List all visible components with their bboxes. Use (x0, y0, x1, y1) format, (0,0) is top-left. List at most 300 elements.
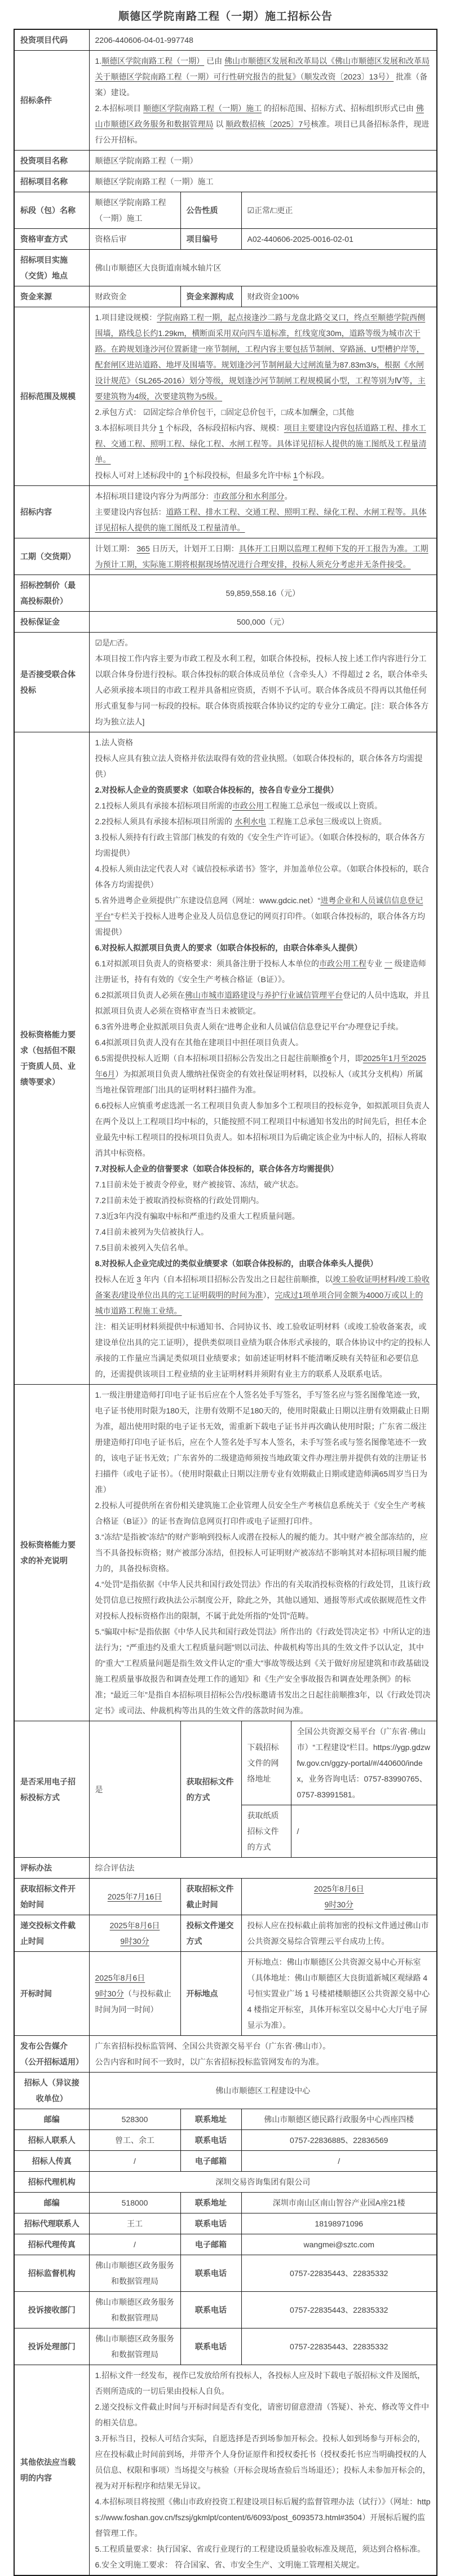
text-segment: 3.本招标项目共分 (95, 423, 160, 432)
text-segment: 个月，即 (331, 1054, 363, 1063)
row-announcement-media (14, 2036, 437, 2073)
text-segment: 500,000（元） (236, 617, 289, 626)
text-segment: 1.项目建设规模： (95, 313, 157, 322)
bid-opening-time-value (89, 1952, 180, 2036)
text-segment: / (297, 1827, 299, 1836)
row-supervision-authority (14, 2255, 437, 2292)
text-segment: 6.2拟派项目负责人必须在 (95, 991, 185, 1000)
row-tenderer-contact (14, 2130, 437, 2151)
evaluation-method-value (89, 1858, 437, 1879)
agency-postcode-label (14, 2193, 89, 2213)
text-segment: 2.对投标人企业的资质要求（如联合体投标的，按各自专业分工提供） (95, 785, 339, 794)
announcement-media-value (89, 2036, 437, 2073)
doc-obtain-start-label (14, 1879, 89, 1915)
text-segment: 2025年8月6日 (109, 1921, 160, 1930)
tenderer-postcode-label (14, 2109, 89, 2130)
text-segment: 公告内容和时间不一致时，以广东省招标投标监管网发布的为准。 (95, 2057, 324, 2066)
text-segment: 评标办法 (20, 1863, 52, 1872)
bidder-qualification-requirements-label (14, 732, 89, 1385)
row-tender-conditions (14, 51, 437, 151)
text-segment: 广东省招标投标监管网、全国公共资源交易平台（广东省·佛山市）。 (95, 2042, 331, 2051)
text-segment: 顺德区学院南路工程（一期） (95, 156, 198, 165)
text-segment: 5.“骗取中标”是指依据《中华人民共和国行政处罚法》所作出的《行政处罚决定书》中所认定的违法行为；“严重违约及重大工程质量问题”则以司法、仲裁机构等出具的生效文件予以认定，其中的“重大”工程质量问题是指生效文件认定的“重大”事故等级达到《关于做好房屋建筑和市政基础设施工程质量事故报告和调查处理工作的通知》和《生产安全事故报告和调查处理条例》的标准；“最近三年”是指自本招标项目招标公告/投标邀请书发出之日起往前顺推3年，以《行政处罚决定书》或司法、仲裁机构等出具的生效文件的落款时间为准。 (95, 1627, 431, 1715)
text-segment: 财政资金100% (247, 292, 299, 301)
text-segment: 4.本招标项目将按照《佛山市政府投资工程建设项目标后履约监督管理办法（试行）》（网址：https://www.foshan.gov.cn/fszsj/gkmlpt/content/6/6093/post_6093573.html#3504）开展标后履约监督管理工作。 (95, 2497, 431, 2538)
text-segment: 2025年7月16日 (107, 1892, 162, 1901)
text-segment: 招标监督机构 (28, 2269, 76, 2278)
evaluation-method-label (14, 1858, 89, 1879)
text-segment: 本项目按工作内容主要为市政工程及水利工程，如联合体投标，投标人按上述工作内容进行分工以联合体身份进行投标。联合体投标的联合体成员单位（含牵头人）不得超过 2 名，联合体牵头人必须承接本项目的市政工程并具备相应资质，否则不予认可。联合体各成员不得再以其他任何形式重复参与同一标段的投标。联合体资质按联合体协议约定的专业分工确定。[注：联合体各方均为独立法人] (95, 654, 429, 726)
tenderer-contact-value (89, 2130, 180, 2151)
tender-project-name-value (89, 171, 437, 192)
construction-period-value (89, 538, 437, 575)
row-qualification-supplementary-notes (14, 1385, 437, 1721)
text-segment: 5.工程质量要求：执行国家、省或行业现行的工程建设质量验收标准及规范，须达到合格标准。 (95, 2544, 426, 2553)
text-segment: / (134, 2240, 136, 2249)
tender-project-name-label (14, 171, 89, 192)
text-segment: 4.投标人须由法定代表人对《诚信投标承诺书》签字，并加盖单位公章。（如联合体投标的，联合体各方均需提供） (95, 864, 430, 889)
text-segment: 顺德区学院南路工程（一期）施工 (95, 198, 166, 223)
text-segment: 6 (326, 1054, 331, 1063)
consortium-bidding-value (89, 633, 437, 732)
row-tender-project-name (14, 171, 437, 192)
agency-address-label (180, 2193, 241, 2213)
text-segment: 佛山市顺德区政务服务和数据管理局 (95, 2261, 174, 2286)
complaint-receiving-phone-value (241, 2292, 437, 2328)
text-segment: 开标地点：佛山市顺德区公共资源交易中心开标室（具体地址：佛山市顺德区大良街道新城区观绿路 4 号恒实置业广场 1 号楼裙楼顺德区公共资源交易中心 4 楼指定开标室，具体开标室以交易中心大厅电子屏显示为准）。 (247, 1958, 430, 2030)
text-segment: 是 (95, 1784, 103, 1794)
row-doc-obtain-time (14, 1879, 437, 1915)
text-segment: 1 (159, 423, 163, 432)
agency-value (89, 2172, 437, 2193)
project-number-value (241, 229, 437, 250)
tenderer-contact-label (14, 2130, 89, 2151)
tender-scope-scale-value (89, 307, 437, 486)
text-segment: 3.“冻结”是指被“冻结”的财产影响到投标人或潜在投标人的履约能力。其中财产被全部冻结的，应当不具备投标资格；财产被部分冻结，但投标人可证明财产被冻结不影响其对本招标项目履约能力的，具备投标资格。 (95, 1532, 428, 1573)
text-segment: 一 (384, 959, 392, 968)
text-segment: 投资项目代码 (20, 36, 68, 45)
text-segment: 投诉接收部门 (28, 2305, 76, 2314)
text-segment: 2.递交投标文件截止时间与开标时间是否有变化，请密切留意澄清（答疑）、补充、修改等文件中的相关信息。 (95, 2402, 430, 2427)
agency-phone-value (241, 2213, 437, 2234)
text-segment: 市政公用 (232, 801, 264, 810)
text-segment: 投诉处理部门 (28, 2342, 76, 2351)
text-segment: 2.2投标人须具有承接本招标项目所需的 (95, 817, 235, 826)
text-segment: 获取招标文件的方式 (186, 1777, 234, 1802)
text-segment: / (134, 2157, 136, 2166)
tenderer-fax-label (14, 2151, 89, 2172)
text-segment: 365 (136, 544, 150, 553)
text-segment: 开标时间 (20, 1989, 52, 1998)
funding-source-value (89, 286, 180, 307)
row-investment-project-code (14, 29, 437, 51)
funding-composition-value (241, 286, 437, 307)
text-segment: 528300 (121, 2115, 148, 2124)
tenderer-email-label (180, 2151, 241, 2172)
text-segment: 5.省外进粤企业须提供广东建设信息网（网址：www.gdcic.net）“ (95, 896, 321, 905)
text-segment: 佛山市城市道路建设与养护行业诚信管理平台 (184, 991, 343, 1000)
text-segment: 具体开工日期以监理工程师下发的开工报告为准。工期为预计工期，实际施工期将根据现场情况进行合理安排，投标人须充分考虑并无条件接受。 (95, 544, 428, 569)
row-construction-period (14, 538, 437, 575)
complaint-receiving-value (89, 2292, 180, 2328)
project-number-label (180, 229, 241, 250)
text-segment: 进粤企业和人员诚信信息登记平台 (95, 896, 423, 921)
electronic-bidding-label (14, 1721, 89, 1858)
text-segment: 7.2目前未处于被取消投标资格的行政处罚期内。 (95, 1196, 264, 1205)
text-segment: ）， (263, 1291, 275, 1300)
investment-project-code-value (89, 29, 437, 51)
text-segment: 联系地址 (195, 2115, 227, 2124)
doc-obtain-deadline-value (241, 1879, 437, 1915)
page-title: 顺德区学院南路工程（一期）施工招标公告 (118, 11, 333, 23)
text-segment: 获取招标文件开始时间 (20, 1884, 76, 1909)
text-segment: 投标资格能力要求（包括但不限于资质人员、业绩等要求） (20, 1030, 76, 1086)
text-segment: 的招标范围、招标方式、招标组织形式已由 (262, 104, 416, 113)
funding-composition-label (180, 286, 241, 307)
text-segment: 招标范围及规模 (20, 392, 76, 401)
tenderer-address-value (241, 2109, 437, 2130)
text-segment: 资金来源构成 (186, 292, 234, 301)
text-segment: 顺德区学院南路工程（一期）施工 (143, 104, 262, 113)
text-segment: 投标人应具有独立法人资格并依法取得有效的营业执照。（如联合体投标的，联合体各方均需提供） (95, 754, 423, 779)
text-segment: 9时30分 (95, 1989, 124, 1998)
row-bid-submission (14, 1915, 437, 1952)
supervision-authority-label (14, 2255, 89, 2292)
text-segment: 是否接受联合体投标 (20, 670, 76, 695)
complaint-handling-value (89, 2328, 180, 2365)
supervision-phone-label (180, 2255, 241, 2292)
bidder-qualification-requirements-value (89, 732, 437, 1385)
text-segment: 电子邮箱 (195, 2157, 227, 2166)
text-segment: 市政部分和水利部分 (213, 492, 285, 501)
section-package-name-label (14, 192, 89, 229)
text-segment: 2.本招标项目 (95, 104, 144, 113)
text-segment: 投标保证金 (20, 617, 60, 626)
row-tenderer-fax (14, 2151, 437, 2172)
tender-conditions-label (14, 51, 89, 151)
text-segment: 投标人在近 (95, 1275, 137, 1284)
doc-obtain-deadline-label (180, 1879, 241, 1915)
agency-contact-label (14, 2213, 89, 2234)
text-segment: 以 (213, 120, 226, 129)
text-segment: 道路工程、排水工程、交通工程、照明工程、绿化工程、水闸工程等。具体详见招标人提供的施工图纸及工程量清单。 (95, 507, 427, 532)
implementation-location-label (14, 250, 89, 286)
text-segment: 招标人传真 (32, 2157, 72, 2166)
text-segment: 7.对投标人企业的信誉要求（如联合体投标的，联合体各方均需提供） (95, 1164, 339, 1173)
tender-content-label (14, 486, 89, 538)
qualification-supplementary-notes-label (14, 1385, 89, 1721)
text-segment: 工程施工总承包一级或以上资质。 (263, 801, 382, 810)
text-segment: 标段（包）名称 (20, 206, 76, 215)
tender-conditions-value (89, 51, 437, 151)
text-segment: 59,859,558.16（元） (226, 589, 300, 598)
text-segment: 完成过1项单项合同金额为4000万或以上的城市道路工程施工业绩。 (95, 1291, 423, 1315)
bid-opening-place-label (180, 1952, 241, 2036)
row-agency-contact (14, 2213, 437, 2234)
text-segment: 核准。项目已具备招标条件，现进行公开招标。 (95, 120, 430, 144)
text-segment: 日历天，计划开工日期： (149, 544, 239, 553)
text-segment: 王工 (127, 2219, 143, 2228)
text-segment: 获取纸质招标文件的方式 (247, 1811, 279, 1852)
text-segment: 2.承包方式： ☑固定综合单价包干，□固定总价包干，□成本加酬金，□其他 (95, 408, 354, 417)
bid-submission-method-value (241, 1915, 437, 1952)
text-segment: 1 (293, 471, 298, 480)
complaint-receiving-label (14, 2292, 89, 2328)
row-complaint-handling (14, 2328, 437, 2365)
text-segment: 518000 (121, 2198, 148, 2207)
agency-email-label (180, 2234, 241, 2255)
row-qualification-review (14, 229, 437, 250)
text-segment: ）为拟派项目负责人缴纳社保资金的有效社保证明材料，以投标人（或其分支机构）所属当地社保管理部门出具的证明材料扫描件为准。 (95, 1070, 423, 1094)
text-segment: 2025年8月6日 (313, 1884, 364, 1893)
text-segment: 0757-22836885、22836569 (290, 2136, 388, 2145)
text-segment: 工期（交货期） (20, 552, 76, 561)
row-bid-bond (14, 612, 437, 633)
text-segment: 顺政数招核〔2025〕7号 (226, 120, 311, 129)
announcement-media-label (14, 2036, 89, 2073)
text-segment: 0757-22835443、22835332 (290, 2305, 388, 2314)
text-segment: 投资项目名称 (20, 156, 68, 165)
text-segment: 注：相关证明材料须提供中标通知书、合同协议书、竣工验收证明材料（或竣工验收备案表，或建设单位出具的完工证明），提供类似项目业绩为联合体形式承接的，联合体协议中约定的投标人承接的工作量应当满足类似项目业绩要求；如前述证明材料不能清晰反映有关特征和必要信息的，还需提供该项目工程业绩的业主证明材料并须附有业主方的联系人及联系电话。 (95, 1322, 431, 1378)
bid-submission-deadline-value (89, 1915, 180, 1952)
text-segment: 7.5目前未被列入失信名单。 (95, 1243, 193, 1252)
announcement-nature-label (180, 192, 241, 229)
text-segment: （与投标截止时间为同一时间） (95, 1989, 171, 2014)
download-documents-url-label (241, 1721, 291, 1805)
agency-phone-label (180, 2213, 241, 2234)
text-segment: 水利水电 (234, 817, 266, 826)
investment-project-name-label (14, 151, 89, 171)
text-segment: 2025年1月至2025年6月 (95, 1054, 426, 1079)
text-segment: 佛山市顺德区工程建设中心 (215, 2086, 311, 2095)
text-segment: 7.1目前未处于被责令停业，财产被接管、冻结，破产状态。 (95, 1180, 303, 1189)
text-segment: 联系电话 (195, 2305, 227, 2314)
electronic-bidding-value (89, 1721, 180, 1858)
text-segment: 联系电话 (195, 2342, 227, 2351)
text-segment: 招标控制价（最高投标限价） (20, 581, 76, 606)
bid-submission-deadline-label (14, 1915, 89, 1952)
text-segment: 已由 (204, 56, 224, 65)
text-segment: 专业 (366, 959, 384, 968)
text-segment: 邮编 (43, 2115, 60, 2124)
text-segment: 开标地点 (186, 1989, 218, 1998)
row-tenderer-postcode (14, 2109, 437, 2130)
text-segment: 招标人联系人 (28, 2136, 76, 2145)
text-segment: 主要建设内容包括： (95, 507, 166, 516)
text-segment: 市政公用工程 (319, 959, 366, 968)
download-documents-url-value (291, 1721, 437, 1805)
text-segment: 1.招标文件一经发布，视作已发放给所有投标人，各投标人应及时下载电子版招标文件及图纸，否则所造成的一切后果由投标人自负。 (95, 2371, 426, 2396)
row-electronic-bidding-1 (14, 1721, 437, 1805)
text-segment: 登记的人员中选取，并且拟派项目负责人必须在资格审查当日未被锁定。 (95, 991, 430, 1015)
text-segment: 学院南路工程一期，起点接逢沙二路与龙盘北路交叉口，终点至顺德学院西侧围墙，路线总长约1.29km，横断面采用双向四车道标准，红线宽度30m，道路等级为城市次干路。在跨规划逢沙河位置新建一座节制闸，工程内容主要包括节制闸、穿路涵、U型槽护岸等，配套闸区进站道路、地坪及围墙等。规划逢沙河节制闸最大过闸流量为87.83m3/s，根据《水闸设计规范》（SL265-2016）划分等级，规划逢沙河节制闸工程规模属小型，工程等别为Ⅳ等，主要建筑物为4级，次要建筑物为5级。 (95, 313, 426, 401)
text-segment: 招标代理机构 (28, 2177, 76, 2186)
consortium-bidding-label (14, 633, 89, 732)
tender-control-price-label (14, 575, 89, 612)
text-segment: 投标人可对上述标段中的 (95, 471, 184, 480)
bid-submission-method-label (180, 1915, 241, 1952)
tenderer-address-label (180, 2109, 241, 2130)
text-segment: 工程施工总承包三级或以上资质。 (266, 817, 387, 826)
bid-bond-label (14, 612, 89, 633)
text-segment: 投标资格能力要求的补充说明 (20, 1540, 76, 1565)
tenderer-fax-value (89, 2151, 180, 2172)
text-segment: 佛山市顺德区政务服务和数据管理局 (95, 2334, 174, 2359)
text-segment: 获取招标文件截止时间 (186, 1884, 234, 1909)
text-segment: 递交投标文件截止时间 (20, 1921, 76, 1946)
text-segment: 4.“处罚”是指依据《中华人民共和国行政处罚法》作出的有关取消投标资格的行政处罚，且该行政处罚信息已按照行政执法公示制度公开，除此之外，其他以通知、通报等形式或依据规范性文件对投标人投标资格作出的限制，不属于此处所指的“处罚”范畴。 (95, 1580, 431, 1620)
tenderer-phone-value (241, 2130, 437, 2151)
row-agency-postcode (14, 2193, 437, 2213)
text-segment: ☑正常/□更正 (247, 206, 293, 215)
text-segment: 招标项目名称 (20, 177, 68, 186)
text-segment: 联系电话 (195, 2136, 227, 2145)
text-segment: 7.3近3年内没有骗取中标和严重违约及重大工程质量问题。 (95, 1212, 300, 1221)
text-segment: 1.法人资格 (95, 738, 134, 747)
text-segment: 6.安全文明施工要求： 符合国家、省、市安全生产、文明施工管理相关规定。 (95, 2560, 365, 2569)
text-segment: 6.5需提供投标人近期（自本招标项目招标公告发出之日起往前顺推 (95, 1054, 327, 1063)
bid-bond-value (89, 612, 437, 633)
text-segment: 佛山市顺德区发展和改革局以《佛山市顺德区发展和改革局关于顺德区学院南路工程（一期）可行性研究报告的批复》（顺发改资〔2023〕13号） (95, 56, 430, 81)
text-segment: 2025年8月6日 (95, 1973, 145, 1982)
other-contents-label (14, 2365, 89, 2576)
row-tenderer (14, 2073, 437, 2109)
text-segment: 联系电话 (195, 2219, 227, 2228)
text-segment: 联系电话 (195, 2269, 227, 2278)
text-segment: 是否采用电子招标投标方式 (20, 1777, 76, 1802)
doc-obtain-start-value (89, 1879, 180, 1915)
text-segment: 0757-22835443、22835332 (290, 2342, 388, 2351)
paper-documents-method-value (291, 1805, 437, 1858)
text-segment: 竣工验收证明材料/竣工验收备案表/建设单位出具的完工证明载明的时间为准 (95, 1275, 430, 1300)
construction-period-label (14, 538, 89, 575)
text-segment: 佛山市顺德区政务服务和数据管理局 (95, 2297, 174, 2322)
text-segment: 3 (136, 1275, 142, 1284)
row-bidder-qualification-requirements (14, 732, 437, 1385)
bid-opening-place-value (241, 1952, 437, 2036)
supervision-phone-value (241, 2255, 437, 2292)
row-complaint-receiving (14, 2292, 437, 2328)
text-segment: 1. (95, 56, 102, 65)
row-tender-control-price (14, 575, 437, 612)
text-segment: 9时30分 (120, 1937, 149, 1946)
document-acquisition-method-label (180, 1721, 241, 1858)
text-segment: wangmei@sztc.com (303, 2240, 374, 2249)
supervision-authority-value (89, 2255, 180, 2292)
text-segment: 佛山市顺德区政务服务和数据管理局 (95, 104, 424, 129)
text-segment: 公告性质 (186, 206, 218, 215)
row-other-contents (14, 2365, 437, 2576)
complaint-receiving-phone-label (180, 2292, 241, 2328)
qualification-review-method-label (14, 229, 89, 250)
text-segment: 招标代理联系人 (24, 2219, 79, 2228)
agency-contact-value (89, 2213, 180, 2234)
text-segment: 曾工、余工 (115, 2136, 154, 2145)
text-segment: ☑是/□否。 (95, 638, 133, 647)
other-contents-value (89, 2365, 437, 2576)
text-segment: 计划工期： (95, 544, 137, 553)
announcement-nature-value (241, 192, 437, 229)
text-segment: 。 (284, 492, 293, 501)
text-segment: 项目主要建设内容包括道路工程、排水工程、交通工程、照明工程、绿化工程、水闸工程等。具体详见招标人提供的施工图纸及工程量清单。 (95, 423, 427, 464)
text-segment: 发布公告媒介（公开招标适用） (20, 2042, 83, 2066)
text-segment: 资格审查方式 (20, 235, 68, 244)
text-segment: 个标段投标，但最多允许中标 (188, 471, 294, 480)
text-segment: 3.开标当日，投标人可结合实际，自愿选择是否到场参加开标会。投标人如到场参与开标会的，应在投标截止时间前到场，并带齐个人身份证原件和授权委托书（授权委托书应当明确授权的人员信息、权限和事项）当场提交与核验（开标会现场查验后当场退还）；投标人未参加开标会的，视为对开标程序和结果无异议。 (95, 2434, 431, 2490)
text-segment: 1 (184, 471, 189, 480)
agency-fax-value (89, 2234, 180, 2255)
tender-announcement-table (14, 29, 437, 2576)
text-segment: 18198971096 (315, 2219, 364, 2228)
text-segment: 7.4目前未被列为失信被执行人。 (95, 1227, 209, 1236)
text-segment: 下载招标文件的网络地址 (247, 1743, 279, 1783)
row-section-package (14, 192, 437, 229)
agency-address-value (241, 2193, 437, 2213)
text-segment: 0757-22835443、22835332 (290, 2269, 388, 2278)
section-package-name-value (89, 192, 180, 229)
investment-project-code-label (14, 29, 89, 51)
paper-documents-method-label (241, 1805, 291, 1858)
complaint-handling-phone-label (180, 2328, 241, 2365)
row-bid-opening (14, 1952, 437, 2036)
text-segment: 招标人（异议接收单位） (24, 2078, 79, 2103)
tender-content-value (89, 486, 437, 538)
tenderer-phone-label (180, 2130, 241, 2151)
row-consortium-bidding (14, 633, 437, 732)
agency-fax-label (14, 2234, 89, 2255)
text-segment: 综合评估法 (95, 1863, 135, 1872)
text-segment: 财政资金 (95, 292, 127, 301)
text-segment: 本招标项目建设内容分为两部分： (95, 492, 214, 501)
tenderer-value (89, 2073, 437, 2109)
tenderer-postcode-value (89, 2109, 180, 2130)
text-segment: 个标段，各标段招标内容、规模： (163, 423, 284, 432)
text-segment: 顺德区学院南路工程（一期） (101, 56, 205, 65)
qualification-supplementary-notes-value (89, 1385, 437, 1721)
text-segment: 投标人应在投标截止前将加密的投标文件通过佛山市公共资源交易综合管理云平台成功上传。 (247, 1921, 429, 1946)
agency-label (14, 2172, 89, 2193)
text-segment: 8.对投标人企业完成过的类似业绩要求（如联合体投标的，由联合体牵头人提供） (95, 1259, 378, 1268)
text-segment: 全国公共资源交易平台（广东省·佛山市）“工程建设”栏目。https://ygp.gdzwfw.gov.cn/ggzy-portal/#/440600/index，业务咨询电话：0757-83990765、0757-83991581。 (297, 1727, 430, 1799)
funding-source-label (14, 286, 89, 307)
text-segment: 深圳市南山区南山智谷产业园A座21楼 (272, 2198, 405, 2207)
text-segment: 邮编 (43, 2198, 60, 2207)
tender-scope-scale-label (14, 307, 89, 486)
text-segment: 6.对投标人拟派项目负责人的要求（如联合体投标的，由联合体牵头人提供） (95, 943, 362, 952)
text-segment: 深圳交易咨询集团有限公司 (215, 2177, 311, 2186)
row-evaluation-method (14, 1858, 437, 1879)
text-segment: 顺德区学院南路工程（一期）施工 (95, 177, 214, 186)
text-segment: 资格后审 (95, 235, 127, 244)
agency-postcode-value (89, 2193, 180, 2213)
text-segment: 6.6投标人应慎重考虑选派一名工程项目负责人参加多个工程项目的投标竞争，如拟派项目负责人在两个及以上工程项目均中标的，只能按照不同工程项目中标通知书发出的时间先后，担任本企业最先中标工程项目的投标项目负责人。如本招标项目为后确定该企业为中标人的，招标人将取消其中标资格。 (95, 1101, 430, 1157)
text-segment: 6.4拟派项目负责人没有在其他在建项目中担任项目负责人。 (95, 1038, 303, 1047)
page (0, 8, 451, 2576)
tender-control-price-value (89, 575, 437, 612)
row-agency (14, 2172, 437, 2193)
text-segment: 2206-440606-04-01-997748 (95, 36, 193, 45)
tender-table-body (14, 29, 437, 2575)
row-tender-content (14, 486, 437, 538)
text-segment: A02-440606-2025-0016-02-01 (247, 235, 353, 244)
bid-opening-time-label (14, 1952, 89, 2036)
text-segment: 招标代理传真 (28, 2240, 76, 2249)
row-agency-fax (14, 2234, 437, 2255)
text-segment: 3.投标人须持有行政主管部门核发的有效的《安全生产许可证》。（如联合体投标的，联合体各方均需提供） (95, 833, 426, 858)
row-implementation-location (14, 250, 437, 286)
text-segment: 6.3省外进粤企业拟派项目负责人须在“进粤企业和人员诚信信息登记平台”办理登记手续。 (95, 1022, 404, 1031)
implementation-location-value (89, 250, 437, 286)
